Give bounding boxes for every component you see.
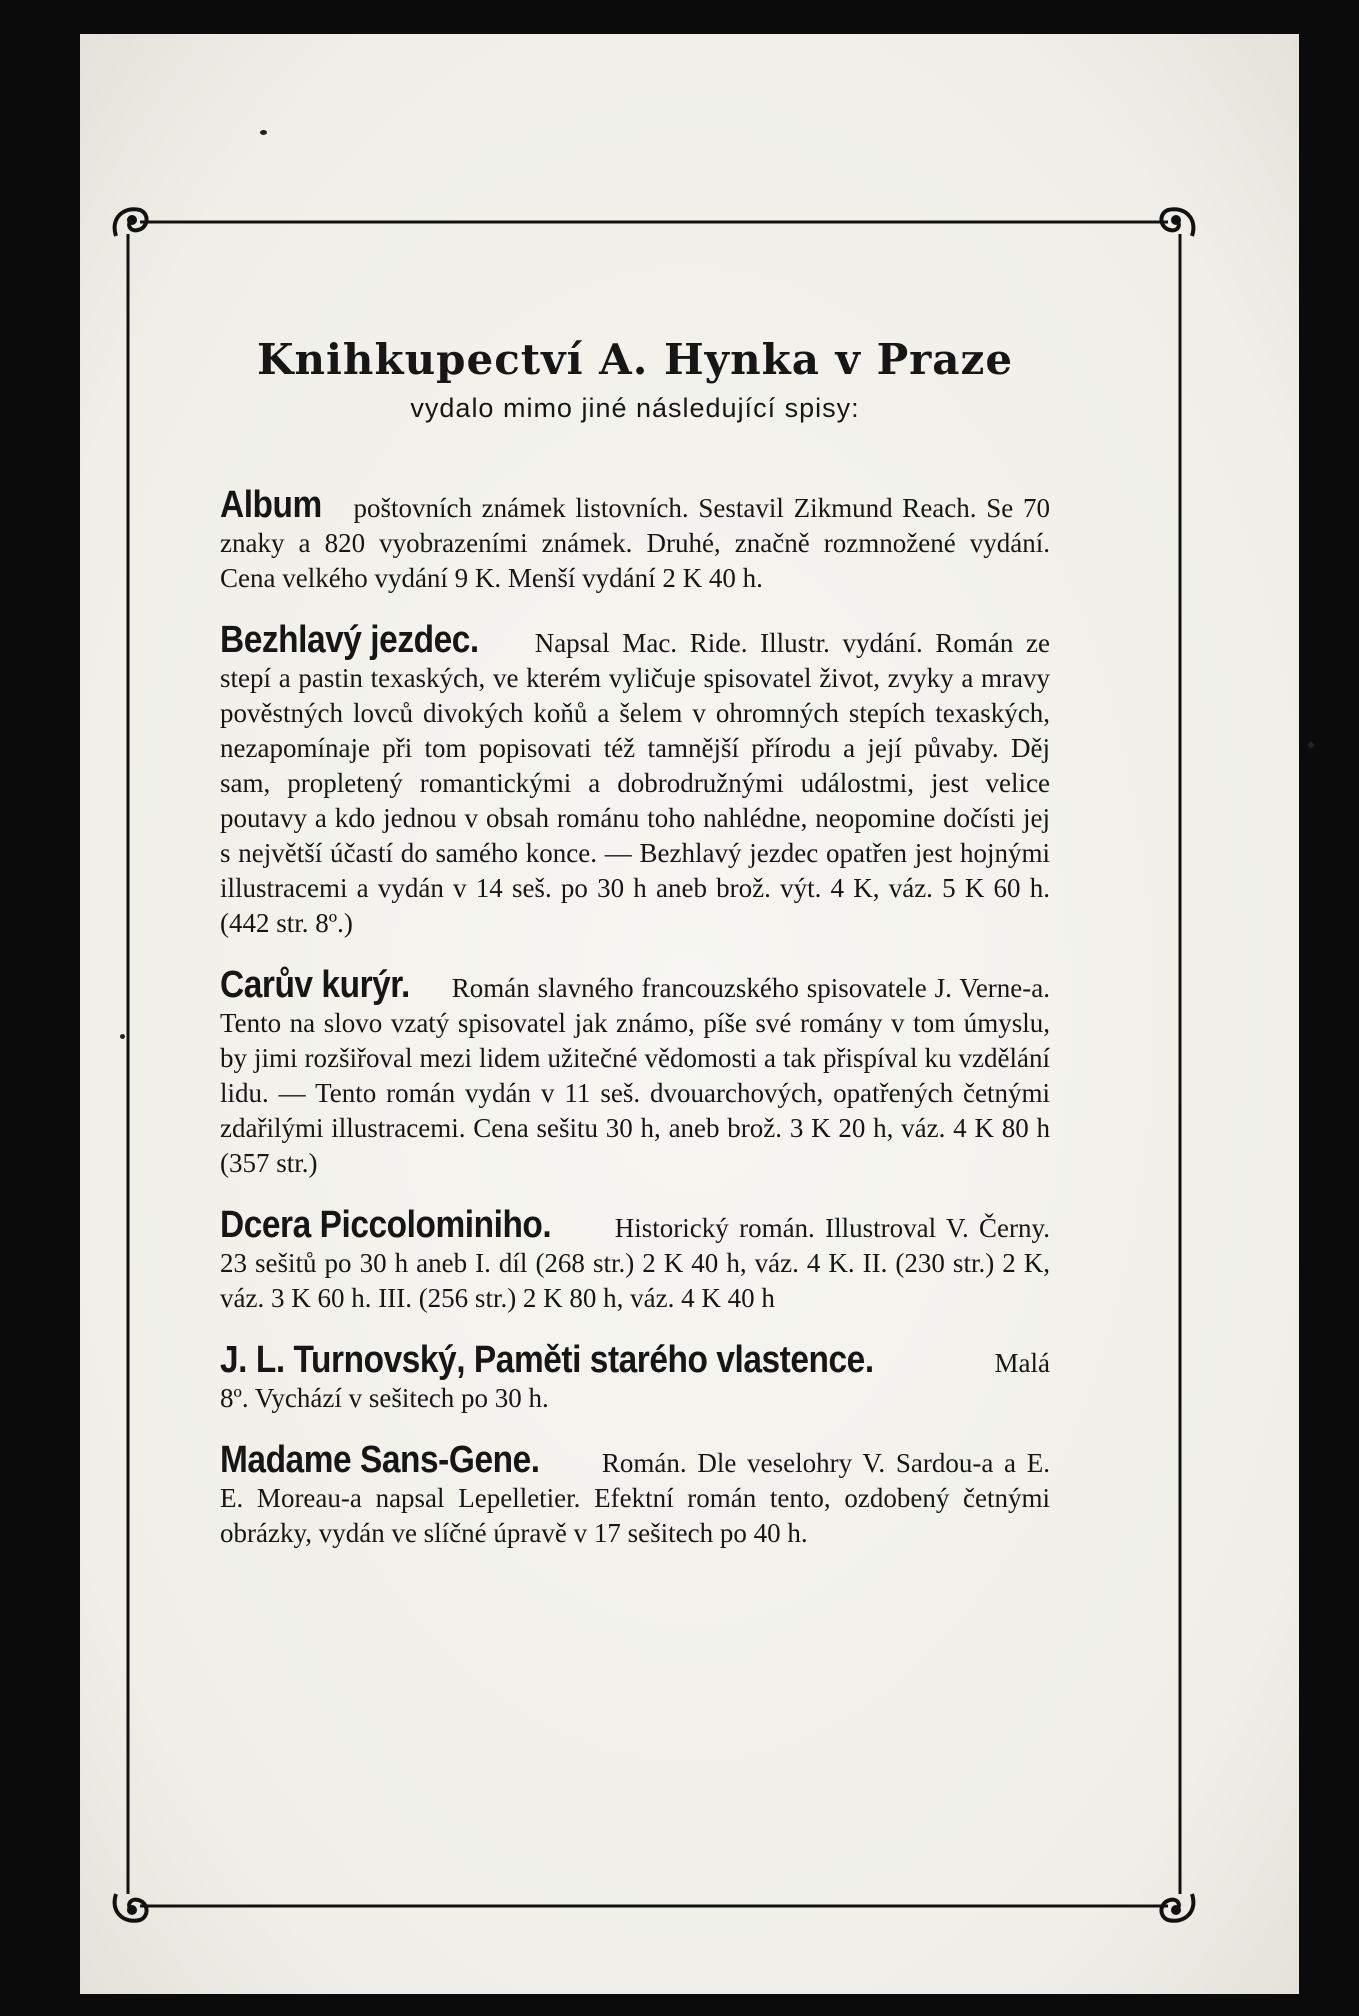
book-page xyxy=(80,34,1299,1994)
entry-text: Malá 8º. Vychází v sešitech po 30 h. xyxy=(220,1348,1050,1413)
paper-speck xyxy=(1308,742,1314,748)
ornamental-frame xyxy=(110,204,1198,1926)
content-area xyxy=(220,334,1050,1569)
entry-text: Román. Dle veselohry V. Sardou-a a E. E. Moreau-a napsal Lepelletier. Efektní román tento, ozdobený četnými obrázky, vydán ve slíčné úpravě v 17 sešitech po 40 h. xyxy=(220,1448,1050,1548)
entry-text: Napsal Mac. Ride. Illustr. vydání. Román ze stepí a pastin texaských, ve kterém vyličuje spisovatel život, zvyky a mravy pověstných lovců divokých koňů a šelem v ohromných stepích texaských, nezapomínaje při tom popisovati též tamnější přírodu a její půvaby. Děj sam, propletený romantickými a dobrodružnými událostmi, jest velice poutavy a kdo jednou v obsah románu toho nahlédne, neopomine dočísti jej s největší účastí do samého konce. — Bezhlavý jezdec opatřen jest hojnými illustracemi a vydán v 14 seš. po 30 h aneb brož. výt. 4 K, váz. 5 K 60 h. (442 str. 8º.) xyxy=(220,628,1050,938)
entry-heading: Bezhlavý jezdec. xyxy=(220,619,479,661)
catalog-entry xyxy=(220,619,1050,941)
catalog-entry xyxy=(220,1439,1050,1551)
catalog-entry xyxy=(220,484,1050,596)
entry-heading: J. L. Turnovský, Paměti starého vlastence. xyxy=(220,1339,874,1381)
page-subtitle: vydalo mimo jiné následující spisy: xyxy=(410,393,860,423)
entry-heading: Carův kurýr. xyxy=(220,964,410,1006)
catalog-entry xyxy=(220,1339,1050,1416)
catalog-list xyxy=(220,484,1051,1551)
entry-text: poštovních známek listovních. Sestavil Zikmund Reach. Se 70 znaky a 820 vyobrazeními známek. Druhé, značně rozmnožené vydání. Cena velkého vydání 9 K. Menší vydání 2 K 40 h. xyxy=(220,493,1050,593)
catalog-entry xyxy=(220,1204,1051,1316)
paper-speck xyxy=(260,130,267,135)
catalog-entry xyxy=(220,964,1051,1181)
entry-text: Historický román. Illustroval V. Černy. 23 sešitů po 30 h aneb I. díl (268 str.) 2 K 40 h, váz. 4 K. II. (230 str.) 2 K, váz. 3 K 60 h. III. (256 str.) 2 K 80 h, váz. 4 K 40 h xyxy=(220,1213,1051,1313)
entry-heading: Album xyxy=(220,484,322,526)
entry-heading: Madame Sans-Gene. xyxy=(220,1439,540,1481)
paper-speck xyxy=(120,1034,125,1039)
page-title: Knihkupectví A. Hynka v Praze xyxy=(256,335,1014,384)
entry-heading: Dcera Piccolominiho. xyxy=(220,1204,552,1246)
entry-text: Román slavného francouzského spisovatele J. Verne-a. Tento na slovo vzatý spisovatel jak známo, píše své romány v tom úmyslu, by jimi rozšiřoval mezi lidem užitečné vědomosti a tak přispíval ku vzdělání lidu. — Tento román vydán v 11 seš. dvouarchových, opatřených četnými zdařilými illustracemi. Cena sešitu 30 h, aneb brož. 3 K 20 h, váz. 4 K 80 h (357 str.) xyxy=(220,973,1051,1178)
